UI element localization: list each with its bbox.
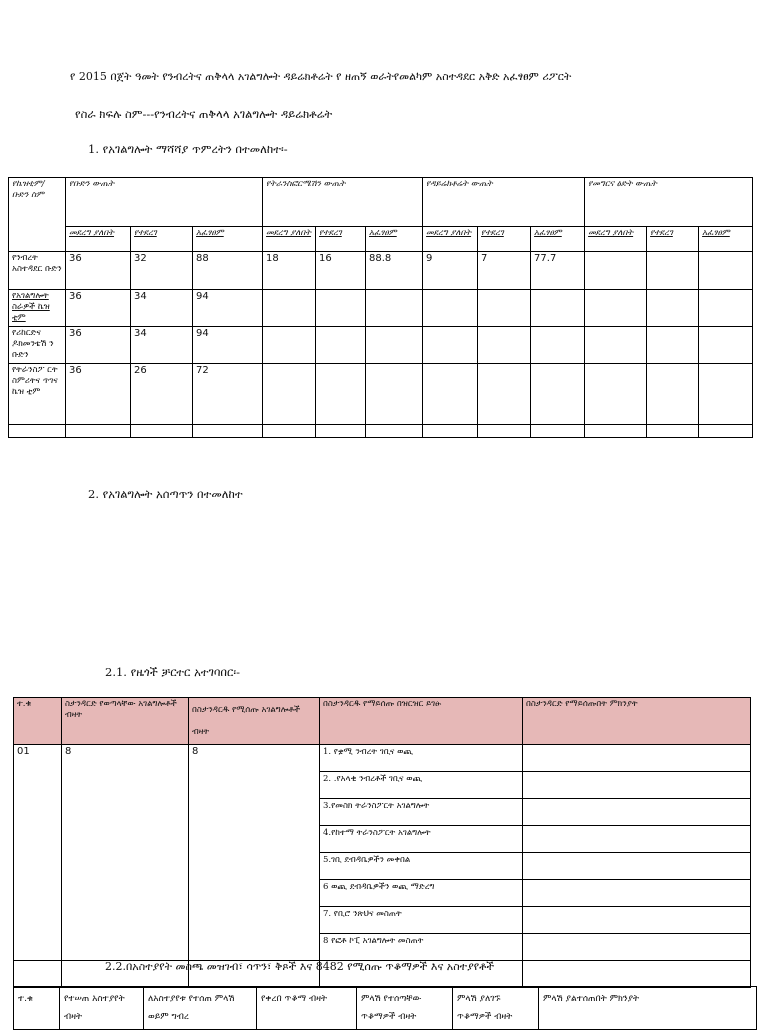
section-2-heading: 2. የአገልግሎት አሰጣጥን በተመለከተ [88,487,243,501]
table-cell [478,425,531,438]
table-cell [316,327,366,364]
reason-cell [523,745,751,772]
column-header: በስታንዳርድ የማይሰጡበት ምክንያት [523,698,751,745]
table-row [14,745,751,772]
table-cell [647,252,699,290]
sub-header: አፈፃፀም [366,227,423,252]
table-cell: 34 [131,290,193,327]
service-item: 5.ገቢ ደብዳቤዎችን መቀበል [320,853,523,880]
table-cell: 94 [193,290,263,327]
table-cell [423,290,478,327]
feedback-table [13,986,757,1030]
table-cell [478,290,531,327]
table-cell [531,327,585,364]
table-cell [14,961,62,988]
table-row [9,290,753,327]
table-cell: 36 [66,327,131,364]
table-cell [366,425,423,438]
reason-cell [523,772,751,799]
table-cell [316,364,366,425]
reason-cell [523,826,751,853]
column-header: በስታንዳርዱ የሚሰጡ አገልግሎቶች ብዛት [189,698,320,745]
table-cell [423,364,478,425]
sub-header: መደረግ ያለበት [423,227,478,252]
table-row [9,252,753,290]
table-cell: 36 [66,252,131,290]
table-cell [478,327,531,364]
table-cell [423,327,478,364]
column-header: ለአስተያየቱ የተሰጠ ምላሽ ወይም ግብረ [144,987,257,1030]
sub-header: የተደረገ [647,227,699,252]
reason-cell [523,799,751,826]
sub-header: አፈፃፀም [531,227,585,252]
table-cell [699,425,753,438]
table-cell [366,364,423,425]
table-cell: 88.8 [366,252,423,290]
table-cell: 94 [193,327,263,364]
column-header: ተ.ቁ [14,698,62,745]
table-cell [423,425,478,438]
row-label: የትራንስፖ ርት ስምሪትና ጥገና ኬዝ ቲም [9,364,66,425]
sub-header: የተደረገ [316,227,366,252]
table-cell [263,290,316,327]
table-cell: 77.7 [531,252,585,290]
table-cell: 32 [131,252,193,290]
table-cell [478,364,531,425]
reason-cell [523,880,751,907]
reason-cell [523,907,751,934]
table-cell: 9 [423,252,478,290]
table-row [9,364,753,425]
table-row [9,327,753,364]
row-label: የአገልግሎት ስራዎች ኬዝ ቲም [9,290,66,327]
table-cell [263,327,316,364]
table-cell [131,425,193,438]
table-cell [366,327,423,364]
service-item: 3.የመስክ ትራንስፖርት አገልግሎት [320,799,523,826]
column-header: ምላሽ የተሰጣቸው ጥቆማዎች ብዛት [357,987,453,1030]
table-cell [647,327,699,364]
service-item: 2. .የአላቂ ንብረቶች ገቢና ወጪ [320,772,523,799]
table-cell [263,425,316,438]
table-cell [531,364,585,425]
group-header: የትራንስፎርሜሽን ውጤት [263,178,423,227]
section-2-2-heading: 2.2.በአስተያየት መስጫ መዝገብ፣ ሳጥን፣ ቅጾች እና 8482 የሚሰጡ ጥቆማዎች እና አስተያየቶች [105,960,495,973]
team-name-header: የኬዝቲም/ ቡድን ስም [9,178,66,252]
column-header: የቀረበ ጥቆማ ብዛት [257,987,357,1030]
table-cell [647,290,699,327]
sub-header: አፈፃፀም [193,227,263,252]
table-cell [647,425,699,438]
service-item: 1. የቋሚ ንብረት ገቢና ወጪ [320,745,523,772]
column-header: ስታንዳርድ የወጣላቸው አገልግሎቶች ብዛት [62,698,189,745]
table-cell [531,290,585,327]
table-cell: 72 [193,364,263,425]
sub-header: አፈፃፀም [699,227,753,252]
service-item: 6 ወጪ ደብዳቤዎችን ወጪ ማድረግ [320,880,523,907]
standard-services-count: 8 [62,745,189,961]
column-header: ምላሽ ያልተሰጠበት ምክንያት [539,987,757,1030]
table-cell [316,425,366,438]
group-header: የዳይሬክቶሬት ውጤት [423,178,585,227]
service-improvement-table [8,177,753,438]
sub-header: የተደረገ [131,227,193,252]
sub-header: መደረግ ያለበት [66,227,131,252]
table-cell [66,425,131,438]
table-cell [699,364,753,425]
table-cell: 26 [131,364,193,425]
column-header: በስታንዳርዱ የማይሰጡ በዝርዝር ይገፁ [320,698,523,745]
sub-header: መደረግ ያለበት [263,227,316,252]
section-1-heading: 1. የአገልግሎት ማሻሻያ ጥምረትን በተመለከተ፡- [88,142,288,156]
table-cell [647,364,699,425]
table-cell [585,425,647,438]
service-item: 8 የፎቶ ኮፒ አገልግሎት መስጠት [320,934,523,961]
table-cell: 18 [263,252,316,290]
table-cell [531,425,585,438]
table-cell [585,290,647,327]
table-cell [699,252,753,290]
table-cell [699,327,753,364]
column-header: የተሠጠ አስተያየት ብዛት [60,987,144,1030]
column-header: ተ.ቁ [14,987,60,1030]
table-cell [316,290,366,327]
section-2-1-heading: 2.1. የዜጎች ቻርተር አተገባበር፡- [105,665,240,679]
department-line: የስራ ክፍሉ ስም---የንብረትና ጠቅላላ አገልግሎት ዳይሬክቶሬት [75,107,333,121]
row-label: የንብረት አስተዳደር ቡድን [9,252,66,290]
table-cell [9,425,66,438]
row-label: የሪከርድና ዶክመንቴሽ ን ቡድን [9,327,66,364]
table-cell [585,364,647,425]
table-cell [523,961,751,988]
given-services-count: 8 [189,745,320,961]
table-cell: 36 [66,364,131,425]
group-header: የመግርና ፅድት ውጤት [585,178,753,227]
table-row [9,425,753,438]
document-title: የ 2015 በጀት ዓመት የንብረትና ጠቅላላ አገልግሎት ዳይሬክቶሬት የ ዘጠኝ ወራትየመልካም አስተዳደር አቅድ አፈፃፀም ሪፖርት [70,70,572,83]
reason-cell [523,934,751,961]
table-cell [193,425,263,438]
table-cell: 16 [316,252,366,290]
service-item: 4.የከተማ ትራንስፖርት አገልግሎት [320,826,523,853]
table-cell [699,290,753,327]
table-cell [366,290,423,327]
reason-cell [523,853,751,880]
group-header: የቡድን ውጤት [66,178,263,227]
service-item: 7. የቢሮ ንጽህና መስጠት [320,907,523,934]
sub-header: የተደረገ [478,227,531,252]
row-number: 01 [14,745,62,961]
table-cell: 7 [478,252,531,290]
table-cell [263,364,316,425]
citizen-charter-table [13,697,751,988]
table-cell: 88 [193,252,263,290]
column-header: ምላሽ ያለገኙ ጥቆማዎች ብዛት [453,987,539,1030]
table-cell [585,252,647,290]
table-cell [585,327,647,364]
sub-header: መደረግ ያለበት [585,227,647,252]
table-cell: 34 [131,327,193,364]
table-cell: 36 [66,290,131,327]
